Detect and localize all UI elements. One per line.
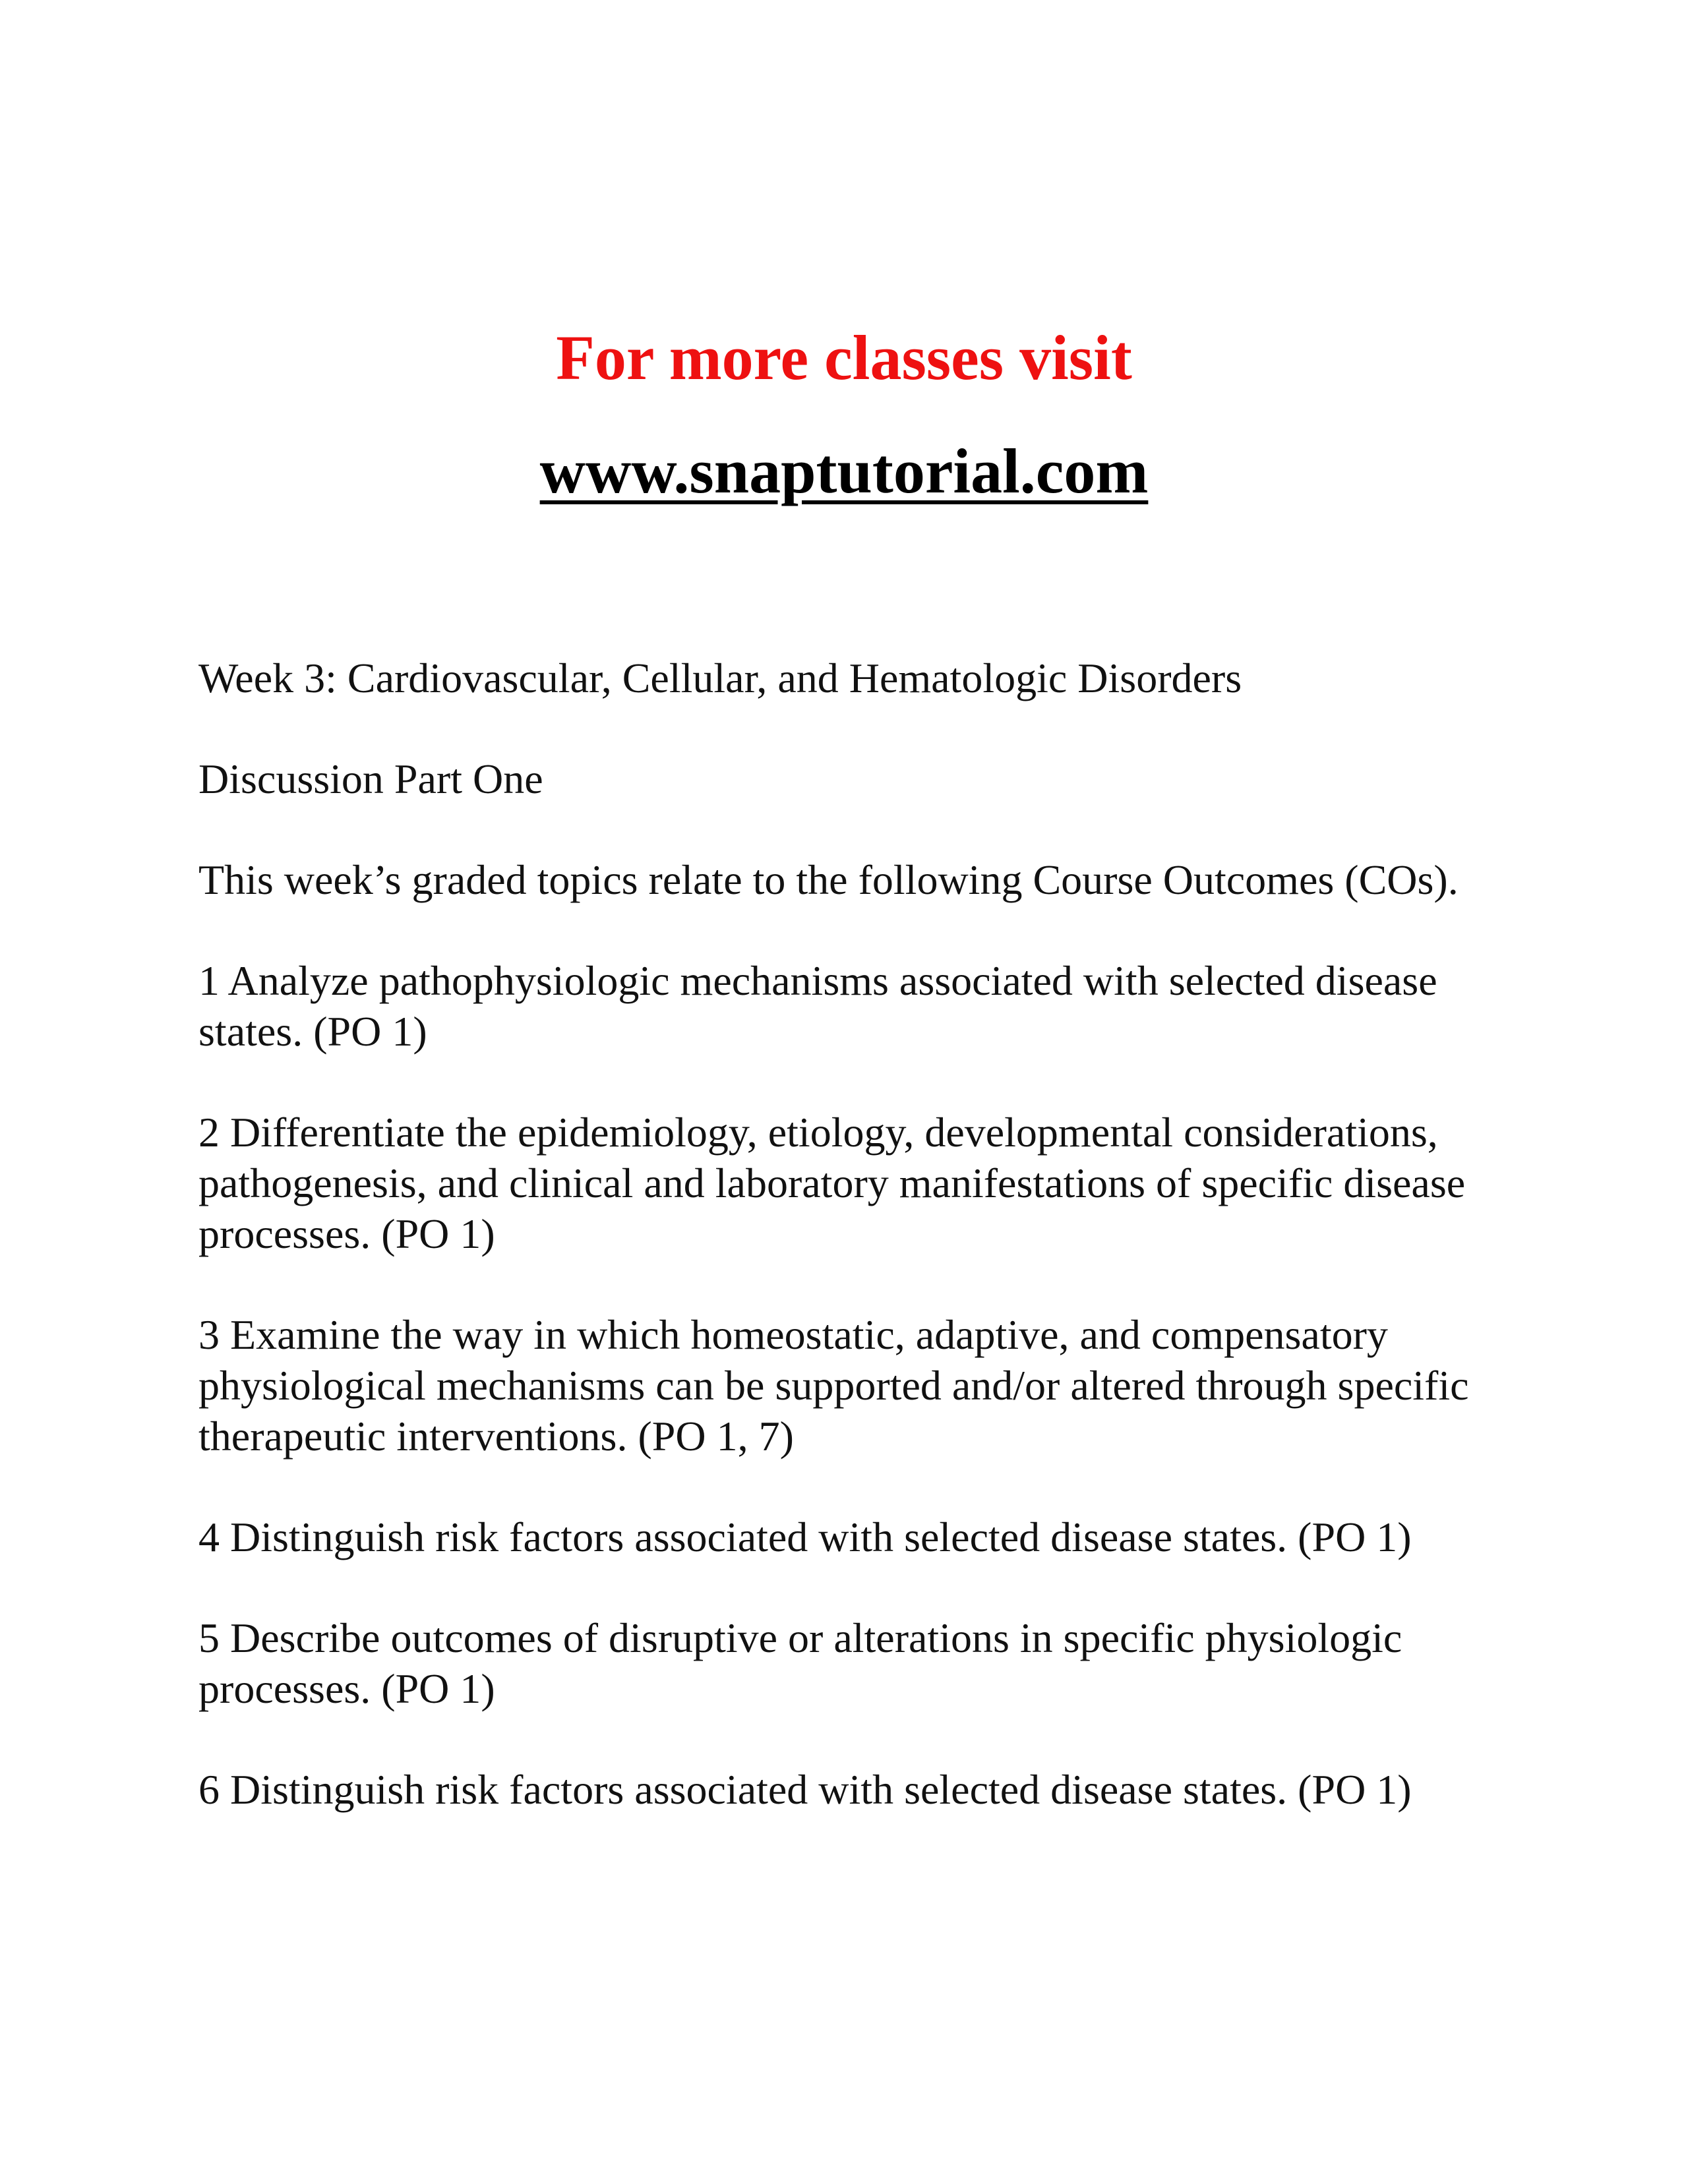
document-subtitle: Discussion Part One	[198, 755, 543, 802]
outcome-item: 3 Examine the way in which homeostatic, adaptive, and compensatory physiological mechanisms can be supported and/or altered through specific therapeutic interventions. (PO 1, 7)	[198, 1311, 1469, 1460]
promo-heading: For more classes visit	[556, 322, 1132, 393]
outcome-item: 6 Distinguish risk factors associated with selected disease states. (PO 1)	[198, 1766, 1412, 1813]
outcome-item: 5 Describe outcomes of disruptive or alterations in specific physiologic processes. (PO 1)	[198, 1614, 1402, 1712]
outcome-item: 2 Differentiate the epidemiology, etiology, developmental considerations, pathogenesis, and clinical and laboratory manifestations of specific disease processes. (PO 1)	[198, 1109, 1466, 1257]
promo-link[interactable]: www.snaptutorial.com	[539, 436, 1149, 506]
outcome-item: 4 Distinguish risk factors associated with selected disease states. (PO 1)	[198, 1514, 1412, 1560]
document-title: Week 3: Cardiovascular, Cellular, and Hematologic Disorders	[198, 655, 1242, 701]
outcome-item: 1 Analyze pathophysiologic mechanisms associated with selected disease states. (PO 1)	[198, 957, 1437, 1055]
document-intro: This week’s graded topics relate to the following Course Outcomes (COs).	[198, 856, 1459, 903]
document-body	[198, 653, 1491, 1865]
